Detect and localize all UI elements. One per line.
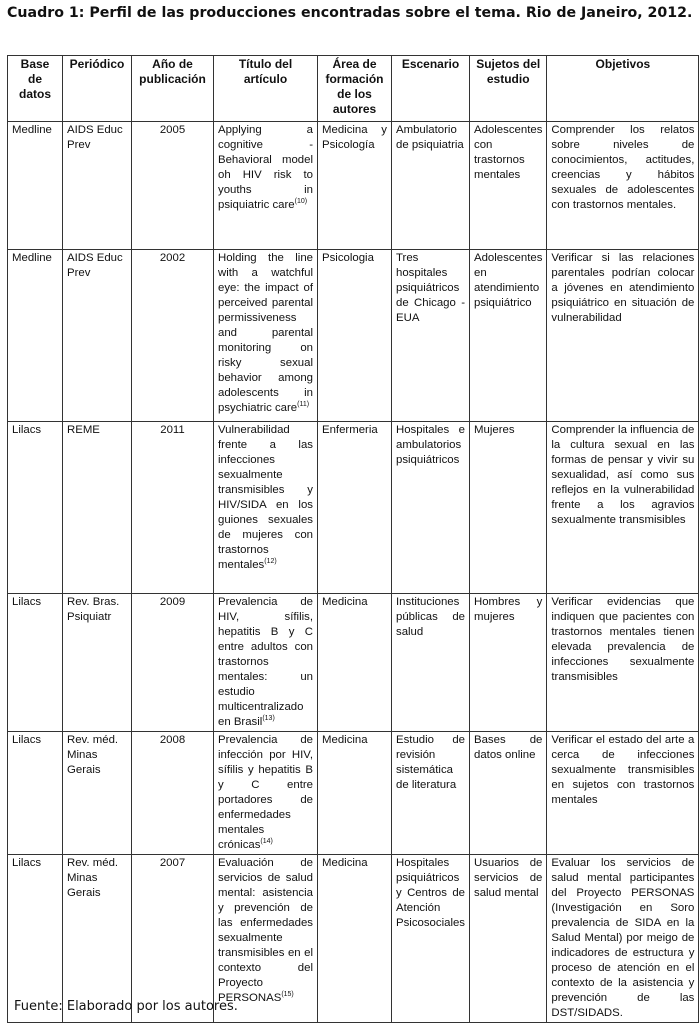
cell-base bbox=[8, 250, 63, 422]
header-row bbox=[8, 56, 699, 122]
cell-area-text: Enfermeria bbox=[322, 424, 378, 436]
cell-anio bbox=[132, 122, 214, 250]
cell-periodico-text: Rev. Bras. Psiquiatr bbox=[67, 596, 120, 623]
cell-sujetos-text: Mujeres bbox=[474, 424, 515, 436]
reference-number: (10) bbox=[294, 198, 308, 206]
header-base-de-datos: Base de datos bbox=[8, 56, 63, 122]
cell-titulo bbox=[214, 422, 318, 594]
cell-anio-text: 2011 bbox=[160, 424, 185, 436]
cell-anio-text: 2007 bbox=[159, 857, 186, 869]
cell-anio bbox=[132, 422, 214, 594]
cell-objetivos bbox=[547, 422, 699, 594]
cell-anio-text: 2005 bbox=[159, 124, 186, 136]
cell-area-text: Medicina y Psicología bbox=[322, 124, 387, 151]
cell-objetivos bbox=[547, 855, 699, 1023]
cell-area bbox=[318, 422, 392, 594]
cell-area-text: Medicina bbox=[322, 734, 368, 746]
cell-objetivos bbox=[547, 594, 699, 732]
cell-periodico-text: Rev. méd. Minas Gerais bbox=[67, 734, 119, 776]
table-row bbox=[8, 422, 699, 594]
cell-base-text: Lilacs bbox=[12, 734, 42, 746]
cell-titulo-text: Prevalencia de HIV, sífilis, hepatitis B y C entre adultos con trastornos mentales: un estudio multicentralizado en Brasil bbox=[218, 596, 313, 728]
cell-sujetos bbox=[470, 732, 547, 855]
cell-periodico bbox=[63, 594, 132, 732]
reference-number: (11) bbox=[297, 401, 310, 409]
table-row bbox=[8, 594, 699, 732]
cell-titulo-text: Holding the line with a watchful eye: the impact of perceived parental permissiveness and parental monitoring on risky sexual behavior among adolescents in psychiatric care bbox=[218, 252, 313, 414]
cell-objetivos-text: Comprender los relatos sobre niveles de conocimientos, actitudes, creencias y hábitos sexuales de adolescentes con trastornos mentales. bbox=[551, 124, 695, 211]
cell-objetivos-text: Verificar si las relaciones parentales podrían colocar a jóvenes en atendimiento psiquiátrico en situación de vulnerabilidad bbox=[551, 252, 695, 324]
cell-titulo-text: Prevalencia de infección por HIV, sífilis y hepatitis B y C entre portadores de enfermedades mentales crónicas bbox=[218, 734, 313, 851]
cell-base-text: Lilacs bbox=[12, 424, 42, 436]
cell-objetivos bbox=[547, 250, 699, 422]
cell-base bbox=[8, 122, 63, 250]
cell-area bbox=[318, 594, 392, 732]
cell-escenario bbox=[392, 855, 470, 1023]
cell-titulo-text: Evaluación de servicios de salud mental: asistencia y prevención de las enfermedades sexualmente transmisibles en el contexto del Proyecto PERSONAS bbox=[218, 857, 313, 1004]
cell-objetivos bbox=[547, 732, 699, 855]
cell-escenario bbox=[392, 122, 470, 250]
cell-titulo bbox=[214, 594, 318, 732]
cell-base-text: Medline bbox=[12, 252, 52, 264]
reference-number: (12) bbox=[264, 558, 277, 566]
cell-area bbox=[318, 855, 392, 1023]
cell-anio bbox=[132, 732, 214, 855]
header-objetivos: Objetivos bbox=[547, 56, 699, 122]
cell-escenario-text: Hospitales psiquiátricos y Centros de Atención Psicosociales bbox=[396, 857, 466, 929]
cell-area bbox=[318, 122, 392, 250]
cell-sujetos bbox=[470, 122, 547, 250]
cell-base-text: Medline bbox=[12, 124, 52, 136]
cell-sujetos-text: Usuarios de servicios de salud mental bbox=[474, 857, 543, 899]
cell-escenario-text: Ambulatorio de psiquiatria bbox=[396, 124, 464, 151]
cell-anio-text: 2009 bbox=[159, 596, 186, 608]
cell-sujetos bbox=[470, 422, 547, 594]
cell-base-text: Lilacs bbox=[12, 857, 42, 869]
cell-titulo-text: Applying a cognitive - Behavioral model oh HIV risk to youths in psiquiatric care bbox=[218, 124, 313, 211]
cell-periodico-text: REME bbox=[67, 424, 100, 436]
cell-periodico-text: AIDS Educ Prev bbox=[67, 124, 123, 151]
studies-table bbox=[7, 55, 699, 1023]
cell-anio bbox=[132, 594, 214, 732]
cell-sujetos bbox=[470, 855, 547, 1023]
header-titulo: Título del artículo bbox=[214, 56, 318, 122]
cell-escenario-text: Instituciones públicas de salud bbox=[396, 596, 465, 638]
cell-periodico-text: Rev. méd. Minas Gerais bbox=[67, 857, 119, 899]
cell-area bbox=[318, 250, 392, 422]
cell-periodico bbox=[63, 732, 132, 855]
cell-anio-text: 2008 bbox=[159, 734, 186, 746]
cell-escenario bbox=[392, 422, 470, 594]
cell-sujetos-text: Adolescentes en atendimiento psiquiátrico bbox=[474, 252, 543, 309]
cell-objetivos-text: Comprender la influencia de la cultura sexual en las formas de pensar y vivir su sexualidad, así como sus reflejos en la vulnerabilidad frente a los agravios sexualmente transmisibles bbox=[551, 424, 695, 526]
cell-periodico-text: AIDS Educ Prev bbox=[67, 252, 123, 279]
header-periodico: Periódico bbox=[63, 56, 132, 122]
reference-number: (15) bbox=[281, 991, 294, 999]
cell-escenario-text: Estudio de revisión sistemática de literatura bbox=[396, 734, 465, 791]
cell-periodico bbox=[63, 122, 132, 250]
cell-area-text: Medicina bbox=[322, 596, 368, 608]
cell-area-text: Psicologia bbox=[322, 252, 374, 264]
header-escenario: Escenario bbox=[392, 56, 470, 122]
cell-periodico bbox=[63, 250, 132, 422]
cell-sujetos bbox=[470, 250, 547, 422]
cell-sujetos-text: Hombres y mujeres bbox=[474, 596, 543, 623]
header-anio: Año de publicación bbox=[132, 56, 214, 122]
cell-objetivos bbox=[547, 122, 699, 250]
cell-area-text: Medicina bbox=[322, 857, 368, 869]
cell-periodico bbox=[63, 422, 132, 594]
header-area: Área de formación de los autores bbox=[318, 56, 392, 122]
header-sujetos: Sujetos del estudio bbox=[470, 56, 547, 122]
cell-escenario bbox=[392, 594, 470, 732]
source-note: Fuente: Elaborado por los autores. bbox=[14, 999, 238, 1014]
cell-objetivos-text: Verificar evidencias que indiquen que pacientes con trastornos mentales tienen elevada prevalencia de infecciones sexualmente transmisibles bbox=[551, 596, 695, 683]
cell-escenario bbox=[392, 732, 470, 855]
cell-objetivos-text: Evaluar los servicios de salud mental participantes del Proyecto PERSONAS (Investigación en Soro prevalencia de SIDA en la Salud Mental) por meigo de indicadores de estructura y proceso de atención en el contexto de la asistencia y prevención de las DST/SIDADS. bbox=[551, 857, 695, 1019]
cell-sujetos-text: Adolescentes con trastornos mentales bbox=[474, 124, 543, 181]
cell-objetivos-text: Verificar el estado del arte a cerca de infecciones sexualmente transmisibles en sujetos con trastornos mentales bbox=[551, 734, 695, 806]
cell-sujetos bbox=[470, 594, 547, 732]
reference-number: (14) bbox=[260, 838, 273, 846]
table-row bbox=[8, 732, 699, 855]
cell-area bbox=[318, 732, 392, 855]
cell-base bbox=[8, 732, 63, 855]
cell-base-text: Lilacs bbox=[12, 596, 42, 608]
cell-escenario-text: Tres hospitales psiquiátricos de Chicago - EUA bbox=[396, 252, 465, 324]
cell-base bbox=[8, 422, 63, 594]
cell-anio bbox=[132, 250, 214, 422]
cell-titulo bbox=[214, 732, 318, 855]
cell-escenario-text: Hospitales e ambulatorios psiquiátricos bbox=[396, 424, 465, 466]
cell-titulo bbox=[214, 122, 318, 250]
cell-titulo-text: Vulnerabilidad frente a las infecciones sexualmente transmisibles y HIV/SIDA en los guiones sexuales de mujeres con trastornos mentales bbox=[218, 424, 313, 571]
cell-anio-text: 2002 bbox=[159, 252, 186, 264]
cell-titulo bbox=[214, 250, 318, 422]
reference-number: (13) bbox=[262, 715, 275, 723]
table-caption: Cuadro 1: Perfil de las producciones encontradas sobre el tema. Rio de Janeiro, 2012. bbox=[7, 5, 693, 21]
table-row bbox=[8, 122, 699, 250]
table-row bbox=[8, 250, 699, 422]
cell-escenario bbox=[392, 250, 470, 422]
cell-base bbox=[8, 594, 63, 732]
cell-sujetos-text: Bases de datos online bbox=[474, 734, 543, 761]
